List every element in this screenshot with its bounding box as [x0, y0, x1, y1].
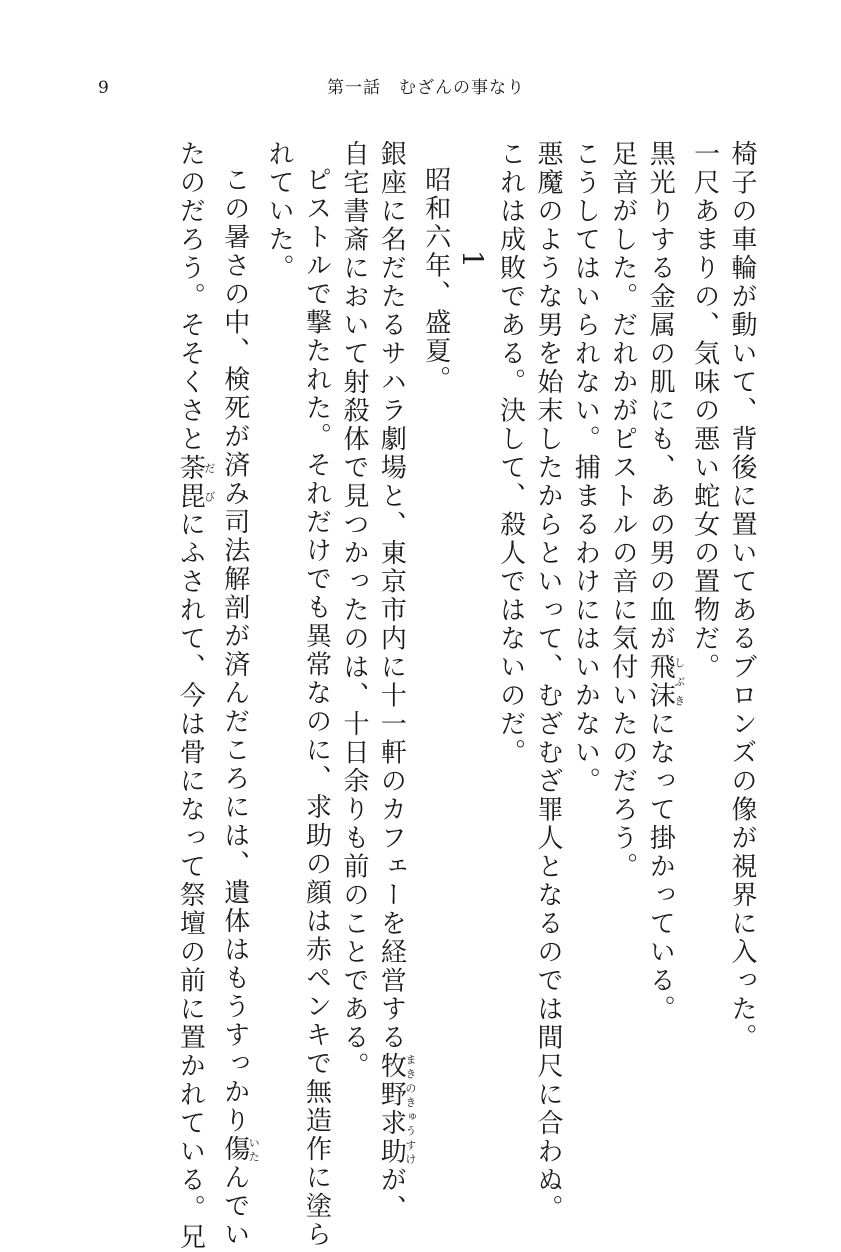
text-line: 足音がした。だれかがピストルの音に気付いたのだろう。	[607, 140, 638, 881]
ruby-base: 荼毘	[175, 453, 206, 511]
furigana-ruby	[376, 1052, 417, 1166]
text-line: これは成敗である。決して、殺人ではないのだ。	[495, 140, 526, 767]
text-fragment: この暑さの中、検死が済み司法解剖が済んだころには、遺体はもうすっかり	[219, 166, 250, 1135]
text-fragment: 黒光りする金属の肌にも、あの男の血が	[645, 140, 676, 653]
ruby-reading: いた	[247, 1135, 261, 1164]
text-fragment: にふされて、今は骨になって祭壇の前に置かれている。兄	[175, 510, 206, 1252]
text-fragment: 銀座に名だたるサハラ劇場と、東京市内に十一軒のカフェーを経営する	[376, 140, 407, 1052]
text-line: 椅子の車輪が動いて、背後に置いてあるブロンズの像が視界に入った。	[727, 140, 757, 1052]
text-line	[215, 140, 261, 1249]
ruby-base: 飛沫	[645, 653, 676, 710]
vertical-text-body	[90, 140, 760, 1252]
furigana-ruby	[219, 1135, 261, 1164]
text-line: 悪魔のような男を始末したからといって、むざむざ罪人となるのでは間尺に合わぬ。	[532, 140, 563, 1223]
running-head: 第一話 むざんの事なり	[327, 78, 525, 98]
text-line	[372, 140, 417, 1223]
text-line: れていた。	[264, 140, 295, 283]
text-line	[641, 140, 685, 1115]
text-line: ピストルで撃たれた。それだけでも異常なのに、求助の顔は赤ペンキで無造作に塗ら	[301, 166, 332, 1249]
date-line: 昭和六年、盛夏。	[420, 166, 451, 394]
text-line	[171, 140, 216, 1252]
furigana-ruby	[645, 653, 686, 710]
text-line: こうしてはいられない。捕まるわけにはいかない。	[570, 140, 601, 796]
section-number: 1	[456, 250, 490, 271]
text-fragment: が、	[376, 1166, 407, 1223]
text-fragment: になって掛かっている。	[645, 710, 676, 1024]
ruby-base: 傷	[219, 1135, 250, 1164]
ruby-base: 牧野求助	[376, 1052, 407, 1166]
ruby-reading: だび	[202, 453, 216, 511]
ruby-reading: しぶき	[672, 653, 686, 710]
ruby-reading: まきのきゅうすけ	[403, 1052, 417, 1166]
text-fragment: んでい	[219, 1163, 250, 1249]
text-fragment: たのだろう。そそくさと	[175, 140, 206, 454]
page-number: 9	[98, 78, 109, 98]
furigana-ruby	[175, 453, 216, 511]
text-line: 一尺あまりの、気味の悪い蛇女の置物だ。	[689, 140, 720, 682]
text-line: 自宅書斎において射殺体で見つかったのは、十日余りも前のことである。	[338, 140, 369, 1081]
